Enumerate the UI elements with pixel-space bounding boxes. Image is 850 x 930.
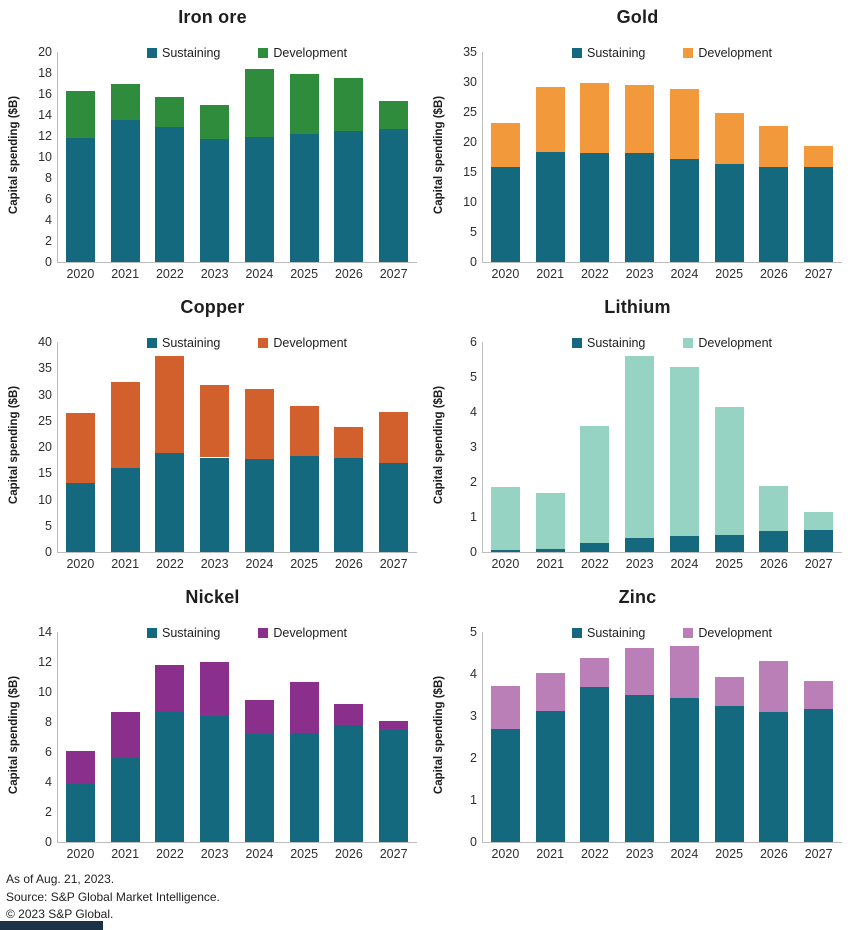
x-tick-label: 2025: [715, 557, 744, 571]
bar-segment-development-2022: [580, 426, 609, 543]
bar-segment-sustaining-2020: [491, 167, 520, 262]
y-tick-label: 2: [45, 805, 52, 819]
y-tick-label: 3: [470, 709, 477, 723]
y-tick-label: 1: [470, 793, 477, 807]
y-axis-label: Capital spending ($B): [8, 675, 20, 795]
bar-segment-sustaining-2021: [111, 468, 140, 552]
legend-item-sustaining: [147, 626, 220, 640]
x-tick-label: 2026: [334, 267, 363, 281]
y-tick-label: 0: [45, 835, 52, 849]
y-tick-label: 2: [470, 751, 477, 765]
y-tick-label: 6: [45, 745, 52, 759]
chart-gold: [425, 0, 850, 290]
bar-segment-development-2020: [66, 751, 95, 784]
legend-swatch-icon: [572, 48, 582, 58]
x-axis-line: [482, 262, 842, 263]
y-axis-label: Capital spending ($B): [433, 675, 445, 795]
x-axis-line: [482, 842, 842, 843]
bar-segment-sustaining-2020: [491, 729, 520, 842]
x-tick-label: 2026: [759, 267, 788, 281]
bar-segment-sustaining-2023: [625, 695, 654, 842]
bar-segment-development-2021: [111, 382, 140, 468]
x-tick-label: 2021: [536, 557, 565, 571]
legend-label: Sustaining: [162, 336, 221, 350]
chart-title: Lithium: [604, 297, 671, 317]
legend-swatch-icon: [683, 628, 693, 638]
y-tick-label: 10: [38, 492, 52, 507]
bar-segment-sustaining-2026: [759, 167, 788, 262]
x-tick-label: 2024: [670, 847, 699, 861]
y-axis-label: Capital spending ($B): [8, 95, 20, 215]
legend-label: Development: [273, 46, 348, 60]
bar-segment-development-2024: [245, 700, 274, 735]
bar-segment-sustaining-2024: [245, 459, 274, 552]
brand-bar: [0, 921, 103, 930]
y-tick-label: 8: [45, 715, 52, 729]
footer: [6, 871, 220, 924]
y-tick-label: 40: [38, 335, 52, 349]
y-tick-label: 0: [470, 835, 477, 849]
x-tick-label: 2024: [670, 267, 699, 281]
legend-swatch-icon: [147, 338, 157, 348]
bar-segment-sustaining-2022: [155, 127, 184, 262]
chart-zinc: [425, 580, 850, 870]
y-tick-label: 4: [470, 405, 477, 419]
y-tick-label: 8: [45, 171, 52, 185]
x-tick-label: 2027: [379, 847, 408, 861]
bar-segment-development-2027: [804, 681, 833, 709]
bar-segment-development-2023: [625, 85, 654, 153]
legend-item-development: [258, 46, 347, 60]
bar-segment-development-2027: [804, 146, 833, 166]
chart-copper: [0, 290, 425, 580]
bar-segment-development-2024: [670, 367, 699, 537]
x-tick-label: 2024: [245, 557, 274, 571]
y-tick-label: 0: [470, 255, 477, 269]
bar-segment-sustaining-2026: [334, 458, 363, 552]
bar-segment-sustaining-2025: [715, 706, 744, 842]
bar-segment-development-2027: [804, 512, 833, 531]
bar-segment-development-2022: [155, 356, 184, 453]
bar-segment-sustaining-2022: [580, 543, 609, 552]
bar-segment-development-2026: [759, 661, 788, 711]
bar-segment-sustaining-2025: [290, 134, 319, 262]
bar-segment-development-2025: [715, 677, 744, 706]
legend: [572, 336, 772, 350]
bar-segment-development-2023: [625, 648, 654, 695]
y-axis-line: [57, 632, 58, 843]
legend-label: Development: [273, 626, 348, 640]
y-tick-label: 10: [463, 195, 477, 209]
x-tick-label: 2024: [670, 557, 699, 571]
x-axis-line: [57, 842, 417, 843]
bar-segment-sustaining-2024: [670, 159, 699, 262]
x-tick-label: 2020: [66, 847, 95, 861]
x-tick-label: 2025: [715, 847, 744, 861]
bar-segment-sustaining-2023: [200, 716, 229, 842]
bar-segment-development-2022: [580, 658, 609, 686]
chart-title: Gold: [616, 7, 659, 27]
legend-item-sustaining: [572, 626, 645, 640]
bar-segment-development-2021: [536, 493, 565, 549]
bar-segment-development-2025: [290, 682, 319, 733]
x-tick-label: 2020: [66, 267, 95, 281]
bar-segment-sustaining-2021: [536, 711, 565, 842]
bar-segment-sustaining-2021: [111, 758, 140, 842]
legend-item-sustaining: [147, 46, 220, 60]
bar-segment-development-2026: [759, 126, 788, 167]
legend-item-development: [683, 46, 772, 60]
x-axis-line: [482, 552, 842, 553]
legend: [147, 626, 347, 640]
bar-segment-sustaining-2023: [200, 458, 229, 553]
x-tick-label: 2025: [290, 267, 319, 281]
bar-segment-development-2025: [715, 407, 744, 535]
legend-item-development: [683, 626, 772, 640]
y-tick-label: 12: [38, 655, 52, 669]
chart-iron-ore: [0, 0, 425, 290]
legend-swatch-icon: [147, 48, 157, 58]
y-tick-label: 18: [38, 66, 52, 80]
bar-segment-sustaining-2021: [536, 152, 565, 262]
bar-segment-sustaining-2023: [200, 139, 229, 262]
bar-segment-sustaining-2027: [804, 709, 833, 842]
x-tick-label: 2023: [625, 847, 654, 861]
x-tick-label: 2027: [804, 847, 833, 861]
footer-source: Source: S&P Global Market Intelligence.: [6, 889, 220, 904]
legend-label: Development: [698, 46, 773, 60]
legend-item-sustaining: [572, 336, 645, 350]
bar-segment-sustaining-2023: [625, 538, 654, 552]
chart-title: Nickel: [185, 587, 240, 607]
bar-segment-sustaining-2025: [290, 456, 319, 552]
x-tick-label: 2020: [491, 847, 520, 861]
legend-item-sustaining: [147, 336, 220, 350]
y-tick-label: 4: [45, 213, 52, 227]
bar-segment-development-2026: [334, 704, 363, 725]
legend-label: Development: [273, 336, 348, 350]
y-axis-line: [482, 342, 483, 553]
x-tick-label: 2024: [245, 847, 274, 861]
bar-segment-sustaining-2026: [334, 725, 363, 842]
legend-label: Sustaining: [162, 626, 221, 640]
bar-segment-development-2021: [111, 712, 140, 759]
y-tick-label: 12: [38, 129, 52, 143]
x-axis-line: [57, 552, 417, 553]
legend-item-development: [258, 336, 347, 350]
y-tick-label: 5: [470, 625, 477, 639]
y-tick-label: 1: [470, 510, 477, 524]
legend-label: Sustaining: [162, 46, 221, 60]
x-tick-label: 2022: [155, 557, 184, 571]
plot-area: [0, 0, 425, 290]
x-tick-label: 2027: [804, 557, 833, 571]
bar-segment-development-2023: [200, 385, 229, 458]
y-tick-label: 6: [45, 192, 52, 206]
bar-segment-development-2026: [334, 78, 363, 131]
legend-swatch-icon: [572, 338, 582, 348]
y-tick-label: 20: [38, 45, 52, 59]
bar-segment-sustaining-2022: [155, 453, 184, 552]
x-tick-label: 2027: [379, 267, 408, 281]
legend-swatch-icon: [258, 338, 268, 348]
y-tick-label: 0: [470, 545, 477, 559]
x-tick-label: 2020: [491, 267, 520, 281]
y-axis-line: [482, 52, 483, 263]
y-tick-label: 10: [38, 685, 52, 699]
legend-label: Sustaining: [587, 626, 646, 640]
x-tick-label: 2023: [200, 557, 229, 571]
y-tick-label: 15: [38, 466, 52, 481]
y-tick-label: 6: [470, 335, 477, 349]
x-tick-label: 2025: [290, 847, 319, 861]
x-tick-label: 2023: [200, 267, 229, 281]
bar-segment-sustaining-2027: [804, 530, 833, 552]
bar-segment-development-2021: [111, 84, 140, 121]
x-tick-label: 2026: [334, 557, 363, 571]
legend-swatch-icon: [258, 48, 268, 58]
bar-segment-sustaining-2025: [715, 535, 744, 553]
y-tick-label: 35: [38, 361, 52, 376]
bar-segment-sustaining-2022: [580, 687, 609, 842]
legend-label: Development: [698, 626, 773, 640]
bar-segment-development-2020: [491, 686, 520, 729]
bar-segment-development-2020: [491, 487, 520, 550]
bar-segment-sustaining-2020: [66, 784, 95, 843]
legend: [572, 46, 772, 60]
bar-segment-sustaining-2026: [759, 531, 788, 552]
legend-item-sustaining: [572, 46, 645, 60]
y-tick-label: 0: [45, 255, 52, 269]
y-tick-label: 20: [38, 440, 52, 454]
x-tick-label: 2021: [536, 847, 565, 861]
bar-segment-sustaining-2024: [245, 734, 274, 842]
legend-label: Sustaining: [587, 336, 646, 350]
footer-copyright: © 2023 S&P Global.: [6, 907, 114, 921]
bar-segment-sustaining-2021: [111, 120, 140, 262]
bar-segment-development-2026: [334, 427, 363, 459]
legend: [147, 46, 347, 60]
y-axis-line: [57, 52, 58, 263]
bar-segment-sustaining-2021: [536, 549, 565, 553]
y-tick-label: 10: [38, 150, 52, 164]
x-tick-label: 2025: [290, 557, 319, 571]
plot-area: [0, 580, 425, 870]
x-tick-label: 2023: [625, 267, 654, 281]
legend-swatch-icon: [572, 628, 582, 638]
footer-as-of: As of Aug. 21, 2023.: [6, 872, 115, 886]
legend-item-development: [683, 336, 772, 350]
bar-segment-sustaining-2027: [379, 463, 408, 552]
x-tick-label: 2022: [155, 267, 184, 281]
y-axis-label: Capital spending ($B): [433, 95, 445, 215]
bar-segment-sustaining-2024: [245, 137, 274, 262]
bar-segment-development-2021: [536, 673, 565, 711]
plot-area: [425, 0, 850, 290]
x-tick-label: 2023: [200, 847, 229, 861]
legend: [147, 336, 347, 350]
bar-segment-sustaining-2024: [670, 536, 699, 552]
bar-segment-sustaining-2020: [66, 138, 95, 262]
legend-swatch-icon: [683, 48, 693, 58]
y-tick-label: 20: [463, 135, 477, 149]
x-tick-label: 2020: [66, 557, 95, 571]
bar-segment-development-2024: [245, 69, 274, 137]
y-axis-line: [57, 342, 58, 553]
x-tick-label: 2027: [804, 267, 833, 281]
x-tick-label: 2024: [245, 267, 274, 281]
y-tick-label: 25: [38, 413, 52, 428]
x-tick-label: 2021: [111, 847, 140, 861]
bar-segment-development-2021: [536, 87, 565, 152]
y-tick-label: 2: [470, 475, 477, 489]
bar-segment-sustaining-2020: [491, 550, 520, 552]
x-tick-label: 2026: [759, 557, 788, 571]
x-axis-line: [57, 262, 417, 263]
legend-swatch-icon: [683, 338, 693, 348]
bar-segment-sustaining-2024: [670, 698, 699, 842]
chart-title: Zinc: [618, 587, 657, 607]
bar-segment-development-2022: [155, 665, 184, 712]
x-tick-label: 2021: [111, 267, 140, 281]
legend-item-development: [258, 626, 347, 640]
legend-label: Sustaining: [587, 46, 646, 60]
chart-title: Copper: [180, 297, 245, 317]
y-tick-label: 25: [463, 105, 477, 119]
y-tick-label: 5: [470, 370, 477, 384]
y-tick-label: 0: [45, 545, 52, 559]
bar-segment-development-2020: [66, 413, 95, 483]
bar-segment-development-2023: [625, 356, 654, 538]
chart-nickel: [0, 580, 425, 870]
y-axis-line: [482, 632, 483, 843]
y-tick-label: 5: [470, 225, 477, 239]
legend: [572, 626, 772, 640]
x-tick-label: 2021: [536, 267, 565, 281]
x-tick-label: 2022: [155, 847, 184, 861]
bar-segment-development-2025: [290, 74, 319, 134]
bar-segment-development-2024: [670, 89, 699, 159]
bar-segment-development-2023: [200, 662, 229, 716]
legend-swatch-icon: [147, 628, 157, 638]
legend-swatch-icon: [258, 628, 268, 638]
legend-label: Development: [698, 336, 773, 350]
bar-segment-development-2027: [379, 101, 408, 128]
bar-segment-development-2025: [715, 113, 744, 164]
bar-segment-sustaining-2026: [334, 131, 363, 262]
y-tick-label: 30: [38, 387, 52, 402]
chart-title: Iron ore: [178, 7, 247, 27]
x-tick-label: 2020: [491, 557, 520, 571]
bar-segment-development-2024: [245, 389, 274, 459]
y-tick-label: 14: [38, 108, 52, 122]
y-axis-label: Capital spending ($B): [433, 385, 445, 505]
y-tick-label: 16: [38, 87, 52, 101]
x-tick-label: 2026: [759, 847, 788, 861]
bar-segment-sustaining-2023: [625, 153, 654, 262]
bar-segment-development-2022: [155, 97, 184, 126]
x-tick-label: 2025: [715, 267, 744, 281]
plot-area: [0, 290, 425, 580]
y-tick-label: 15: [463, 165, 477, 179]
bar-segment-sustaining-2026: [759, 712, 788, 842]
bar-segment-sustaining-2027: [379, 730, 408, 843]
y-tick-label: 3: [470, 440, 477, 454]
bar-segment-development-2026: [759, 486, 788, 532]
bar-segment-sustaining-2025: [715, 164, 744, 262]
x-tick-label: 2026: [334, 847, 363, 861]
x-tick-label: 2022: [580, 267, 609, 281]
plot-area: [425, 580, 850, 870]
bar-segment-development-2020: [66, 91, 95, 138]
bar-segment-sustaining-2022: [155, 712, 184, 843]
bar-segment-sustaining-2027: [804, 167, 833, 262]
y-tick-label: 35: [463, 45, 477, 59]
y-tick-label: 14: [38, 625, 52, 639]
bar-segment-development-2024: [670, 646, 699, 698]
x-tick-label: 2023: [625, 557, 654, 571]
y-tick-label: 2: [45, 234, 52, 248]
bar-segment-development-2025: [290, 406, 319, 456]
x-tick-label: 2027: [379, 557, 408, 571]
bar-segment-development-2027: [379, 721, 408, 730]
chart-lithium: [425, 290, 850, 580]
bar-segment-development-2023: [200, 105, 229, 140]
bar-segment-development-2020: [491, 123, 520, 167]
y-tick-label: 5: [45, 518, 52, 533]
bar-segment-development-2022: [580, 83, 609, 154]
y-tick-label: 30: [463, 75, 477, 89]
bar-segment-sustaining-2022: [580, 153, 609, 262]
bar-segment-development-2027: [379, 412, 408, 462]
bar-segment-sustaining-2020: [66, 483, 95, 552]
y-axis-label: Capital spending ($B): [8, 385, 20, 505]
x-tick-label: 2021: [111, 557, 140, 571]
bar-segment-sustaining-2027: [379, 129, 408, 262]
plot-area: [425, 290, 850, 580]
y-tick-label: 4: [470, 667, 477, 681]
bar-segment-sustaining-2025: [290, 733, 319, 843]
x-tick-label: 2022: [580, 847, 609, 861]
y-tick-label: 4: [45, 775, 52, 789]
x-tick-label: 2022: [580, 557, 609, 571]
